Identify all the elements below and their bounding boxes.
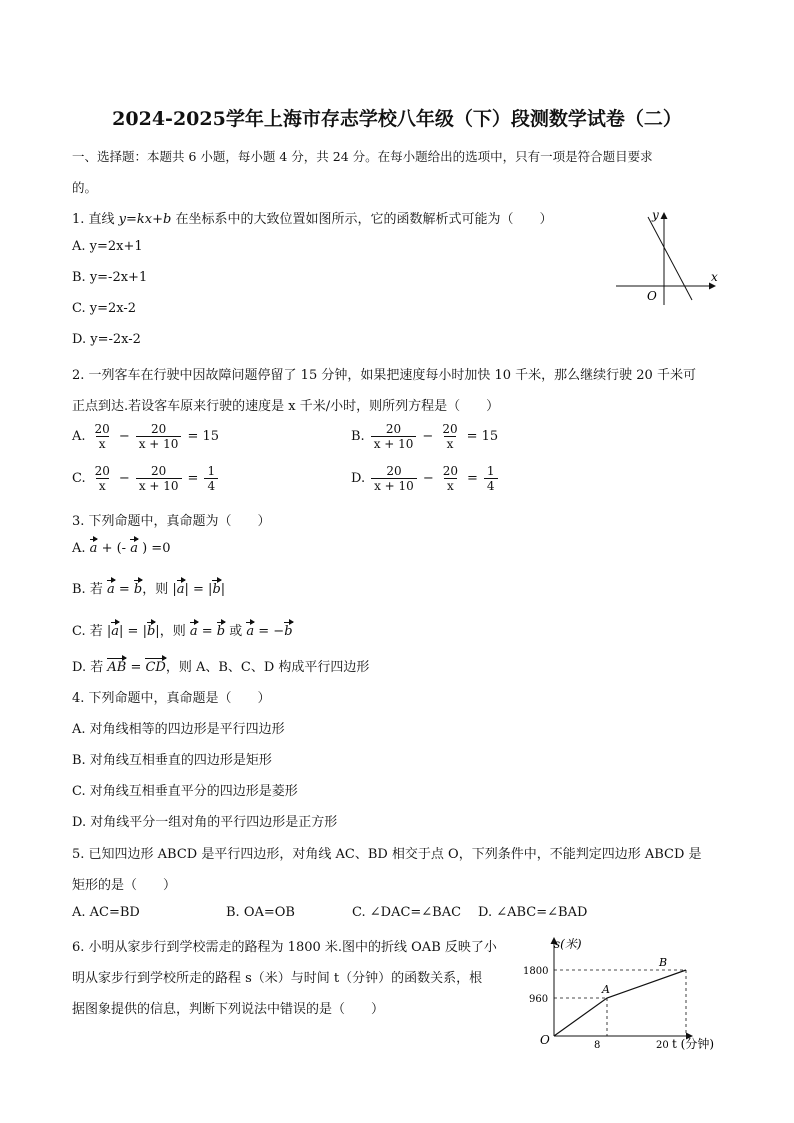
q3-option-a: A. a + (- a ) =0 bbox=[72, 541, 171, 556]
fraction bbox=[92, 464, 113, 493]
q3-stem: 3. 下列命题中，真命题为（ ） bbox=[72, 514, 271, 529]
q3-option-b: B. 若 a = b，则 |a| = |b| bbox=[72, 582, 226, 597]
denominator: x bbox=[96, 436, 109, 451]
q6-x-tick-20: 20 bbox=[656, 1040, 669, 1051]
minus-sign: − bbox=[118, 471, 130, 486]
q2-a-label: A. bbox=[72, 429, 86, 444]
vector-a: a bbox=[106, 582, 115, 597]
q3-c-or: 或 bbox=[225, 624, 247, 639]
vector-a: a bbox=[130, 541, 138, 556]
q6-stem-line2: 明从家步行到学校所走的路程 s（米）与时间 t（分钟）的函数关系，根 bbox=[72, 971, 483, 986]
denominator: x bbox=[444, 478, 457, 493]
numerator: 20 bbox=[385, 422, 402, 436]
vector-b: b bbox=[146, 624, 156, 639]
vector-b: b bbox=[212, 582, 221, 597]
denominator: x bbox=[96, 478, 109, 493]
q6-y-tick-960: 960 bbox=[529, 994, 549, 1005]
denominator: x + 10 bbox=[371, 478, 417, 493]
minus-sign: − bbox=[118, 429, 130, 444]
q3-b-label: B. 若 bbox=[72, 582, 107, 597]
q1-x-label: x bbox=[711, 270, 718, 284]
vector-a: a bbox=[89, 541, 98, 556]
section-heading-line1: 一、选择题：本题共 6 小题，每小题 4 分，共 24 分。在每小题给出的选项中，只有一项是符合题目要求 bbox=[72, 149, 653, 164]
q4-stem: 4. 下列命题中，真命题是（ ） bbox=[72, 691, 271, 706]
numerator: 20 bbox=[442, 464, 459, 478]
fraction bbox=[371, 422, 417, 451]
q4-option-b: B. 对角线互相垂直的四边形是矩形 bbox=[72, 753, 272, 768]
numerator: 20 bbox=[150, 422, 167, 436]
q3-option-c: C. 若 |a| = |b|，则 a = b 或 a = −b bbox=[72, 624, 293, 639]
q1-stem-prefix: 1. 直线 bbox=[72, 212, 119, 227]
q1-stem bbox=[72, 208, 552, 227]
q6-stem-line1: 6. 小明从家步行到学校需走的路程为 1800 米.图中的折线 OAB 反映了小 bbox=[72, 940, 497, 955]
q2-option-d bbox=[351, 464, 500, 493]
q3-a-label: A. bbox=[72, 541, 86, 556]
q1-y-label: y bbox=[652, 208, 659, 222]
q1-option-d: D. y=-2x-2 bbox=[72, 332, 141, 347]
q6-origin-label: O bbox=[540, 1033, 550, 1047]
q6-x-label: t (分钟) bbox=[672, 1037, 715, 1051]
equals-sign: = bbox=[187, 471, 199, 486]
fraction bbox=[92, 422, 113, 451]
q4-option-a: A. 对角线相等的四边形是平行四边形 bbox=[72, 722, 285, 737]
q6-x-tick-8: 8 bbox=[594, 1040, 601, 1051]
vector-a: a bbox=[176, 582, 185, 597]
fraction bbox=[484, 464, 498, 493]
q5-option-a: A. AC=BD bbox=[72, 905, 140, 920]
q5-stem-line2: 矩形的是（ ） bbox=[72, 878, 177, 893]
q2-option-a bbox=[72, 422, 219, 451]
numerator: 20 bbox=[151, 464, 167, 478]
q3-c-label: C. 若 bbox=[72, 624, 107, 639]
denominator: x + 10 bbox=[136, 478, 182, 493]
denominator: 4 bbox=[484, 478, 498, 493]
fraction bbox=[204, 464, 218, 493]
numerator: 20 bbox=[386, 464, 402, 478]
q5-stem-line1: 5. 已知四边形 ABCD 是平行四边形，对角线 AC、BD 相交于点 O，下列条件中，不能判定四边形 ABCD 是 bbox=[72, 847, 702, 862]
rhs: = 15 bbox=[466, 429, 499, 444]
q6-polyline-oab bbox=[554, 970, 686, 1036]
numerator: 20 bbox=[94, 422, 110, 436]
denominator: x + 10 bbox=[136, 436, 182, 451]
fraction bbox=[371, 464, 417, 493]
q2-stem-line1: 2. 一列客车在行驶中因故障问题停留了 15 分钟，如果把速度每小时加快 10 千米，那么继续行驶 20 千米可 bbox=[72, 368, 696, 383]
rhs: = 15 bbox=[187, 429, 220, 444]
q1-option-b: B. y=-2x+1 bbox=[72, 270, 148, 285]
denominator: x bbox=[444, 436, 457, 451]
q1-option-a: A. y=2x+1 bbox=[72, 239, 143, 254]
q1-graph bbox=[610, 205, 730, 310]
fraction bbox=[440, 464, 461, 493]
page-title: 2024-2025学年上海市存志学校八年级（下）段测数学试卷（二） bbox=[112, 108, 682, 130]
q3-d-label: D. 若 bbox=[72, 660, 108, 675]
vector-b: b bbox=[216, 624, 226, 639]
vector-a: a bbox=[111, 624, 120, 639]
denominator: 4 bbox=[204, 478, 218, 493]
vector-cd: CD bbox=[145, 660, 166, 675]
q2-option-b bbox=[351, 422, 498, 451]
q1-stem-expression: y=kx+b bbox=[118, 212, 172, 227]
q1-stem-suffix: 在坐标系中的大致位置如图所示，它的函数解析式可能为（ ） bbox=[171, 212, 553, 227]
vector-a: a bbox=[246, 624, 255, 639]
q4-option-d: D. 对角线平分一组对角的平行四边形是正方形 bbox=[72, 815, 338, 830]
numerator: 1 bbox=[207, 464, 216, 478]
q5-option-c: C. ∠DAC=∠BAC bbox=[352, 905, 462, 920]
fraction bbox=[136, 422, 182, 451]
q2-stem-line2: 正点到达.若设客车原来行驶的速度是 x 千米/小时，则所列方程是（ ） bbox=[72, 399, 500, 414]
q3-b-then: ，则 bbox=[142, 582, 173, 597]
q6-y-tick-1800: 1800 bbox=[523, 966, 549, 977]
q2-b-label: B. bbox=[351, 429, 365, 444]
q3-option-d: D. 若 AB = CD，则 A、B、C、D 构成平行四边形 bbox=[72, 660, 370, 675]
denominator: x + 10 bbox=[371, 436, 417, 451]
q6-stem-line3: 据图象提供的信息，判断下列说法中错误的是（ ） bbox=[72, 1002, 385, 1017]
q5-option-d: D. ∠ABC=∠BAD bbox=[478, 905, 588, 920]
numerator: 20 bbox=[94, 464, 110, 478]
fraction bbox=[439, 422, 460, 451]
q1-line bbox=[648, 217, 692, 300]
q3-c-then: ，则 bbox=[159, 624, 190, 639]
vector-b: b bbox=[284, 624, 293, 639]
equals-sign: = bbox=[467, 471, 478, 486]
vector-ab: AB bbox=[107, 660, 127, 675]
q1-option-c: C. y=2x-2 bbox=[72, 301, 137, 316]
fraction bbox=[136, 464, 182, 493]
vector-a: a bbox=[189, 624, 198, 639]
q2-c-label: C. bbox=[72, 471, 86, 486]
q6-point-b-label: B bbox=[659, 956, 668, 969]
q6-point-a-label: A bbox=[602, 983, 610, 996]
numerator: 1 bbox=[486, 464, 495, 478]
q3-d-tail: ，则 A、B、C、D 构成平行四边形 bbox=[165, 660, 370, 675]
q2-d-label: D. bbox=[351, 471, 366, 486]
q1-origin-label: O bbox=[647, 289, 657, 303]
section-heading-line2: 的。 bbox=[72, 180, 98, 195]
q4-option-c: C. 对角线互相垂直平分的四边形是菱形 bbox=[72, 784, 298, 799]
minus-sign: − bbox=[422, 471, 434, 486]
vector-b: b bbox=[133, 582, 143, 597]
q2-option-c bbox=[72, 464, 220, 493]
q6-y-label: s(米) bbox=[554, 937, 582, 951]
numerator: 20 bbox=[442, 422, 458, 436]
q5-option-b: B. OA=OB bbox=[226, 905, 295, 920]
q6-graph bbox=[520, 930, 730, 1055]
minus-sign: − bbox=[422, 429, 434, 444]
